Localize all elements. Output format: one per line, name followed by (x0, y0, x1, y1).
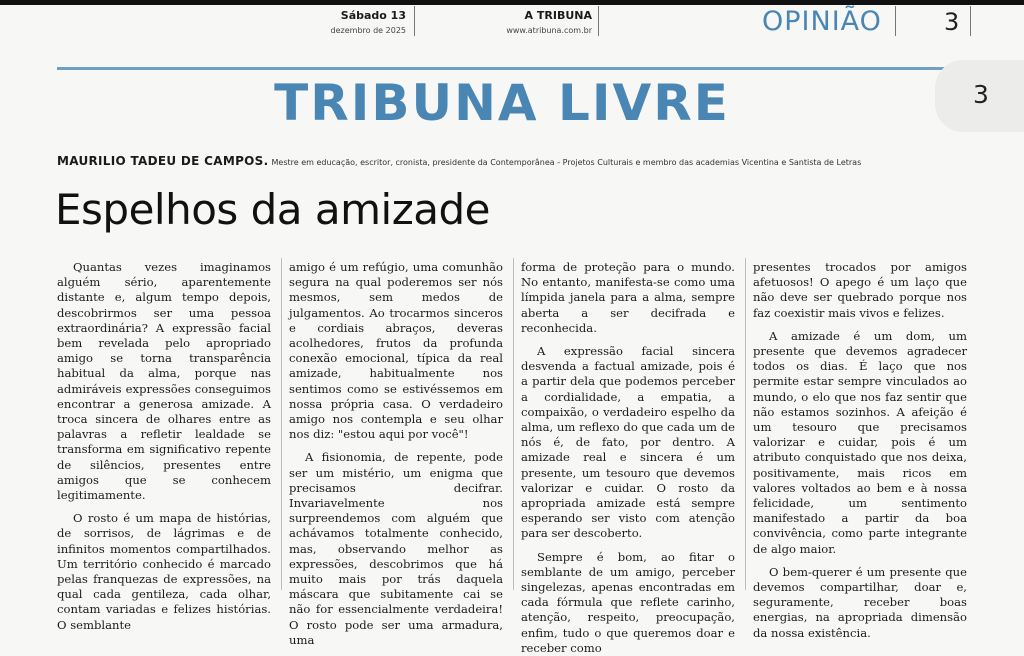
column-divider (513, 258, 514, 590)
page-number: 3 (944, 8, 960, 36)
article-column-3 (521, 260, 735, 656)
issue-date (308, 9, 406, 37)
paragraph: O rosto é um mapa de histórias, de sorrisos, de lágrimas e de infinitos momentos compartilhados. Um território conhecido é marcado pelas franquezas de expressões, na qual cada gentileza, cada olhar, contam variadas e felizes histórias. O semblante (57, 511, 271, 632)
paragraph: Sempre é bom, ao fitar o semblante de um amigo, perceber singelezas, apenas encontradas em cada fórmula que reflete carinho, atenção, respeito, preocupação, enfim, tudo o que queremos doar e receber como (521, 549, 735, 655)
masthead-rule (57, 67, 947, 70)
paragraph: forma de proteção para o mundo. No entanto, manifesta-se como uma límpida janela para a alma, sempre aberta a ser decifrada e reconhecida. (521, 260, 735, 335)
paragraph: O bem-querer é um presente que devemos compartilhar, doar e, seguramente, receber boas energias, na apropriada dimensão da nossa existência. (753, 564, 967, 640)
column-divider (745, 258, 746, 590)
header-divider (895, 6, 896, 36)
issue-date-day: Sábado 13 (340, 9, 406, 22)
paragraph: Quantas vezes imaginamos alguém sério, aparentemente distante e, algum tempo depois, descobrirmos ser uma pessoa extraordinária? A expressão facial bem revelada pelo apropriado amigo se torna transparência habitual da alma, porque nas admiráveis expressões conseguimos encontrar a generosa amizade. A troca sincera de olhares entre as palavras a refletir lealdade se transforma em significativo repente de silêncios, presentes entre amigos que se conhecem legitimamente. (57, 260, 271, 503)
publication-website: www.atribuna.com.br (506, 26, 592, 35)
publication-block (432, 9, 592, 37)
author-byline (57, 150, 861, 169)
article-column-4 (753, 260, 967, 641)
page-tab (935, 60, 1024, 132)
author-bio: Mestre em educação, escritor, cronista, presidente da Contemporânea - Projetos Culturais e membro das academias Vicentina e Santista de Letras (271, 158, 862, 167)
header-divider (970, 6, 971, 36)
section-title: OPINIÃO (762, 6, 882, 37)
paragraph: A fisionomia, de repente, pode ser um mistério, um enigma que precisamos decifrar. Invariavelmente nos surpreendemos com alguém que achávamos totalmente conhecido, mas, observando melhor as expressões, descobrimos que há muito mais por trás daquela máscara que subitamente cai se não for essencialmente verdadeira! O rosto pode ser uma armadura, uma (289, 450, 503, 647)
page-tab-number: 3 (973, 80, 989, 109)
article-column-1 (57, 260, 271, 633)
article-headline: Espelhos da amizade (55, 185, 490, 234)
header-divider (414, 6, 415, 36)
article-column-2 (289, 260, 503, 648)
author-name: MAURILIO TADEU DE CAMPOS. (57, 154, 269, 168)
issue-date-month: dezembro de 2025 (330, 26, 406, 35)
top-bar (0, 0, 1024, 5)
paragraph: A amizade é um dom, um presente que devemos agradecer todos os dias. É laço que nos permite estar sempre vinculados ao mundo, o elo que nos faz sentir que não estamos sozinhos. A afeição é um tesouro que precisamos valorizar e cuidar, pois é um atributo conquistado que nos deixa, positivamente, mais ricos em valores voltados ao bem e à nossa felicidade, um sentimento manifestado a partir da boa convivência, como parte integrante de algo maior. (753, 328, 967, 556)
paragraph: A expressão facial sincera desvenda a factual amizade, pois é a partir dela que podemos perceber a cordialidade, a empatia, a compaixão, o verdadeiro espelho da alma, um reflexo do que cada um de nós é, de fato, por dentro. A amizade real e sincera é um presente, um tesouro que devemos valorizar e cuidar. O rosto da apropriada amizade está sempre esperando ser visto com atenção para ser descoberto. (521, 344, 735, 541)
column-masthead: TRIBUNA LIVRE (274, 74, 730, 132)
header-divider (598, 6, 599, 36)
paragraph: amigo é um refúgio, uma comunhão segura na qual poderemos ser nós mesmos, sem medos de julgamentos. Ao trocarmos sinceros e cordiais abraços, deveras acolhedores, frutos da profunda conexão emocional, típica da real amizade, habitualmente nos sentimos como se estivéssemos em nossa própria casa. O verdadeiro amigo nos contempla e seu olhar nos diz: "estou aqui por você"! (289, 260, 503, 442)
publication-name: A TRIBUNA (524, 9, 592, 22)
column-divider (281, 258, 282, 590)
paragraph: presentes trocados por amigos afetuosos! O apego é um laço que não deve ser quebrado porque nos faz coexistir mais vivos e felizes. (753, 260, 967, 320)
